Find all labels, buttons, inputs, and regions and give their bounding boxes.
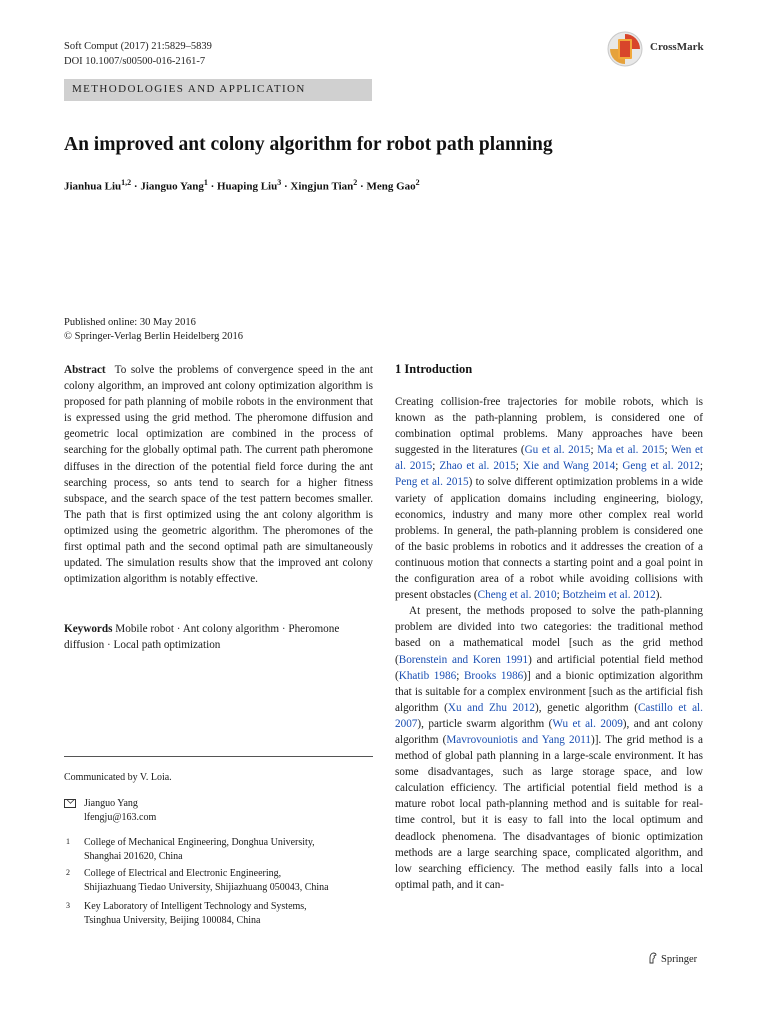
crossmark-badge[interactable] bbox=[606, 30, 716, 70]
author-separator: · bbox=[281, 180, 291, 193]
author-name[interactable]: Jianguo Yang bbox=[140, 180, 204, 193]
communicated-by: Communicated by V. Loia. bbox=[64, 772, 172, 783]
journal-citation: Soft Comput (2017) 21:5829–5839 bbox=[64, 41, 212, 52]
author-separator: · bbox=[131, 180, 141, 193]
citation-link[interactable]: Xie and Wang 2014 bbox=[522, 460, 616, 473]
publisher-logo bbox=[648, 952, 697, 965]
citation-link[interactable]: Khatib 1986 bbox=[398, 669, 457, 682]
crossmark-icon bbox=[606, 30, 644, 68]
citation-link[interactable]: Botzheim et al. 2012 bbox=[562, 589, 656, 602]
affiliation-line: Tsinghua University, Beijing 100084, China bbox=[84, 914, 261, 926]
abstract-text: To solve the problems of convergence speed in the ant colony algorithm, an improved ant colony optimization algorithm is proposed for path planning of mobile robots in the environment that is expressed using the grid method. The pheromone diffusion and geometric local optimization are combined in the process of searching for the globally optimal path. The current path pheromone diffuses in the direction of the potential field force during the ant searching process, so ants tend to search for a higher fitness subspace, and the search space of the test pattern becomes smaller. The path that is first optimized using the ant colony algorithm is optimized using the geometric algorithm. The pheromones of the first optimal path and the second optimal path are simultaneously updated. The simulation results show that the improved ant colony optimization algorithm is notably effective. bbox=[64, 364, 373, 586]
affiliation-number: 2 bbox=[66, 868, 70, 877]
citation-link[interactable]: Geng et al. 2012 bbox=[622, 460, 700, 473]
author-affiliation-sup: 1 bbox=[203, 178, 208, 187]
citation-link[interactable]: Peng et al. 2015 bbox=[395, 476, 469, 489]
author-list bbox=[64, 178, 704, 193]
author-separator: · bbox=[357, 180, 367, 193]
citation-link[interactable]: Cheng et al. 2010 bbox=[477, 589, 557, 602]
citation-link[interactable]: Xu and Zhu 2012 bbox=[447, 701, 535, 714]
citation-link[interactable]: Ma et al. 2015 bbox=[597, 444, 665, 457]
affiliation-line: Key Laboratory of Intelligent Technology and Systems, bbox=[84, 901, 307, 912]
abstract bbox=[64, 362, 373, 587]
section-heading: 1 Introduction bbox=[395, 362, 473, 376]
affiliation-line: College of Mechanical Engineering, Donghua University, bbox=[84, 837, 315, 848]
publisher-name: Springer bbox=[661, 954, 698, 965]
article-type-label: METHODOLOGIES AND APPLICATION bbox=[72, 83, 306, 95]
crossmark-label: CrossMark bbox=[650, 41, 704, 53]
affiliation bbox=[84, 836, 374, 863]
journal-doi: DOI 10.1007/s00500-016-2161-7 bbox=[64, 56, 206, 67]
introduction-body bbox=[395, 394, 703, 893]
citation-link[interactable]: Mavrovouniotis and Yang 2011 bbox=[446, 733, 591, 746]
affiliation-number: 1 bbox=[66, 837, 70, 846]
intro-paragraph: Creating collision-free trajectories for mobile robots, which is known as the path-planning problem, is considered one of combination optimal problems. Many approaches have been suggested in the literatures (Gu et al. 2015; Ma et al. 2015; Wen et al. 2015; Zhao et al. 2015; Xie and Wang 2014; Geng et al. 2012; Peng et al. 2015) to solve different optimization problems in a wide variety of application domains including engineering, biology, economics, industry and many more other complex real world problems. In general, the path-planning problem is considered one of the basic problems in robotics and it addresses the creation of a continuous motion that connects a starting point and a goal point in the configuration area of a robot while avoiding collisions with present obstacles (Cheng et al. 2010; Botzheim et al. 2012). bbox=[395, 396, 704, 602]
footnote-divider bbox=[64, 756, 373, 757]
citation-link[interactable]: Brooks 1986 bbox=[463, 669, 524, 682]
author-separator: · bbox=[207, 180, 217, 193]
citation-link[interactable]: Zhao et al. 2015 bbox=[439, 460, 516, 473]
keywords bbox=[64, 621, 373, 653]
affiliation-line: Shanghai 201620, China bbox=[84, 850, 183, 862]
author-name[interactable]: Meng Gao bbox=[366, 180, 416, 193]
affiliation-number: 3 bbox=[66, 901, 70, 910]
affiliation-line: College of Electrical and Electronic Engineering, bbox=[84, 868, 282, 879]
contact-email[interactable]: lfengju@163.com bbox=[84, 811, 157, 823]
citation-link[interactable]: Borenstein and Koren 1991 bbox=[398, 653, 529, 666]
citation-link[interactable]: Wu et al. 2009 bbox=[552, 717, 623, 730]
citation-link[interactable]: Castillo et al. 2007 bbox=[395, 701, 703, 730]
publication-info bbox=[64, 316, 364, 344]
author-affiliation-sup: 2 bbox=[415, 178, 420, 187]
author-affiliation-sup: 1,2 bbox=[121, 178, 132, 187]
affiliation bbox=[84, 900, 374, 927]
corresponding-author bbox=[84, 797, 156, 824]
copyright: © Springer-Verlag Berlin Heidelberg 2016 bbox=[64, 331, 244, 342]
envelope-icon bbox=[64, 799, 76, 808]
author-name[interactable]: Xingjun Tian bbox=[290, 180, 354, 193]
affiliation bbox=[84, 867, 374, 894]
intro-paragraph: At present, the methods proposed to solve the path-planning problem are divided into two categories: the traditional method based on a mathematical model [such as the grid method (Borenstein and Koren 1991) and artificial potential field method (Khatib 1986; Brooks 1986)] and a bionic optimization algorithm that is suitable for a complex environment [such as the artificial fish algorithm (Xu and Zhu 2012), genetic algorithm (Castillo et al. 2007), particle swarm algorithm (Wu et al. 2009), and ant colony algorithm (Mavrovouniotis and Yang 2011)]. The grid method is a method of global path planning in a large-scale environment. It has some disadvantages, such as large storage space, and low calculation efficiency. The artificial potential field method is a mature robot local path-planning method and is suitable for real-time control, but it is easy to fall into the local optimum and deadlock phenomena. The disadvantages of bionic optimization methods are a large searching space, complicated algorithm, and low searching efficiency. The method easily falls into a local optimal path, and it can- bbox=[395, 605, 703, 891]
author-affiliation-sup: 2 bbox=[353, 178, 358, 187]
springer-horse-icon bbox=[648, 952, 658, 964]
article-type-banner bbox=[64, 79, 372, 101]
author-name[interactable]: Huaping Liu bbox=[217, 180, 278, 193]
citation-link[interactable]: Wen et al. 2015 bbox=[395, 444, 704, 473]
keywords-label: Keywords bbox=[64, 623, 113, 635]
abstract-label: Abstract bbox=[64, 364, 106, 376]
citation-link[interactable]: Gu et al. 2015 bbox=[524, 444, 591, 457]
contact-name: Jianguo Yang bbox=[84, 798, 138, 809]
paper-title: An improved ant colony algorithm for robot path planning bbox=[64, 134, 553, 155]
keywords-text: Mobile robot · Ant colony algorithm · Pheromone diffusion · Local path optimization bbox=[64, 623, 340, 652]
affiliation-line: Shijiazhuang Tiedao University, Shijiazhuang 050043, China bbox=[84, 881, 329, 893]
author-affiliation-sup: 3 bbox=[277, 178, 282, 187]
author-name[interactable]: Jianhua Liu bbox=[64, 180, 122, 193]
published-date: Published online: 30 May 2016 bbox=[64, 317, 196, 328]
